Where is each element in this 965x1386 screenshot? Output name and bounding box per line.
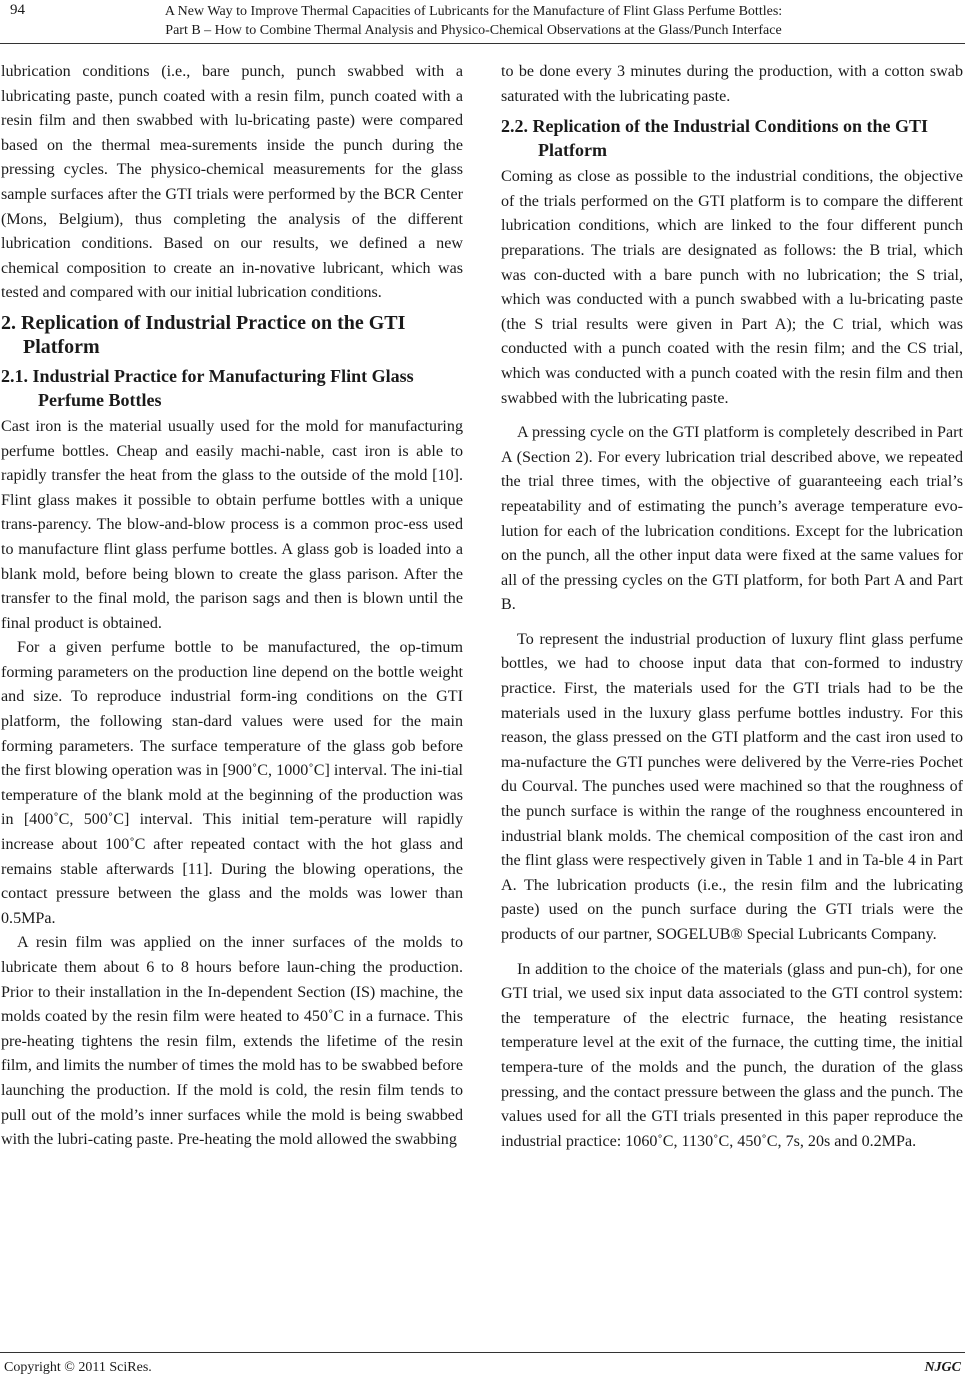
paragraph: For a given perfume bottle to be manufactured, the op-timum forming parameters on the production line depend on the bottle weight and size. To reproduce industrial form-ing conditions on the GTI platform, the following stan-dard values were used for the main forming parameters. The surface temperature of the glass gob before the first blowing operation was in [900˚C, 1000˚C] interval. The ini-tial temperature of the blank mold at the beginning of the production was in [400˚C, 500˚C] interval. This initial tem-perature will rapidly increase about 100˚C after repeated contact with the hot glass and remains stable afterwards [11]. During the blowing operations, the contact pressure between the glass and the molds was lower than 0.5MPa. <box>1 639 463 927</box>
left-column <box>1 60 463 1153</box>
running-title-line-1: A New Way to Improve Thermal Capacities of Lubricants for the Manufacture of Flint Glass Perfume Bottles: <box>164 4 783 19</box>
page-number: 94 <box>10 2 25 18</box>
paragraph: A resin film was applied on the inner surfaces of the molds to lubricate them about 6 to 8 hours before laun-ching the production. Prior to their installation in the In-dependent Section (IS) machine, the molds coated by the resin film were heated to 450˚C in a furnace. This pre-heating tightens the resin film, extends the lifetime of the resin film, and limits the number of times the mold has to be swabbed before launching the production. If the mold is cold, the resin film tends to pull out of the mold’s inner surfaces while the mold is being swabbed with the lubri-cating paste. Pre-heating the mold allowed the swabbing <box>1 934 463 1149</box>
page-header <box>0 2 965 42</box>
section-heading-2: 2. Replication of Industrial Practice on the GTI Platform <box>1 311 406 358</box>
header-rule <box>0 43 965 44</box>
paragraph: Cast iron is the material usually used for the mold for manufacturing perfume bottles. Cheap and easily machi-nable, cast iron is able to rapidly transfer the heat from the glass to the outside of the mold [10]. Flint glass makes it possible to obtain perfume bottles with a unique trans-parency. The blow-and-blow process is a common proc-ess used to manufacture flint glass perfume bottles. A glass gob is loaded into a blank mold, before being blown to create the glass parison. After the transfer to the final mold, the parison sags and then is blown until the final product is obtained. <box>1 417 463 632</box>
right-column <box>501 60 963 1154</box>
section-heading-2-1: 2.1. Industrial Practice for Manufacturing Flint Glass Perfume Bottles <box>1 365 414 410</box>
paragraph: Coming as close as possible to the industrial conditions, the objective of the trials performed on the GTI platform is to compare the different lubrication conditions, which are linked to the four different punch preparations. The trials are designated as follows: the B trial, which was con-ducted with a bare punch with no lubrication; the S trial, which was conducted with a punch swabbed with a lu-bricating paste (the S trial results were given in Part A); the C trial, which was conducted with a punch coated with the resin film; and the CS trial, which was conducted with a punch coated with the resin film and then swabbed with the lubricating paste. <box>501 168 963 407</box>
paragraph: To represent the industrial production of luxury flint glass perfume bottles, we had to choose input data that con-formed to industry practice. First, the materials used for the GTI trials had to be the materials used in the luxury glass perfume bottles industry. For this reason, the glass pressed on the GTI platform and the cast iron used to ma-nufacture the GTI punches were delivered by the Verre-ries Pochet du Courval. The punches used were machined so that the roughness of the punch surface is within the range of the roughness encountered in industrial blank molds. The chemical composition of the cast iron and the flint glass were respectively given in Table 1 and in Ta-ble 4 in Part A. The lubrication products (i.e., the resin film and the lubricating paste) used on the punch surface during the GTI trials were the products of our partner, SOGELUB® Special Lubricants Company. <box>501 630 963 943</box>
paragraph: In addition to the choice of the materials (glass and pun-ch), for one GTI trial, we used six input data associated to the GTI control system: the temperature of the electric furnace, the heating resistance temperature level at the exit of the furnace, the cutting time, the initial tempera-ture of the molds and the punch, the duration of the glass pressing, and the contact pressure between the glass and the punch. The values used for all the GTI trials presented in this paper reproduce the industrial practice: 1060˚C, 1130˚C, 450˚C, 7s, 20s and 0.2MPa. <box>501 960 963 1150</box>
running-title-line-2: Part B – How to Combine Thermal Analysis and Physico-Chemical Observations at the Glass/Punch Interface <box>165 23 782 38</box>
paragraph: to be done every 3 minutes during the production, with a cotton swab saturated with the lubricating paste. <box>501 63 963 105</box>
copyright-notice: Copyright © 2011 SciRes. <box>4 1360 152 1375</box>
footer-rule <box>0 1352 965 1353</box>
section-heading-2-2: 2.2. Replication of the Industrial Conditions on the GTI Platform <box>501 116 929 161</box>
paragraph: lubrication conditions (i.e., bare punch, punch swabbed with a lubricating paste, punch coated with a resin film, punch coated with a resin film and then swabbed with lu-bricating paste) were compared based on the thermal mea-surements inside the punch during the pressing cycles. The physico-chemical measurements for the glass sample surfaces after the GTI trials were performed by the BCR Center (Mons, Belgium), thus completing the analysis of the different lubrication conditions. Based on our results, we defined a new chemical composition to create an in-novative lubricant, which was tested and compared with our initial lubrication conditions. <box>1 63 463 302</box>
paragraph: A pressing cycle on the GTI platform is completely described in Part A (Section 2). For every lubrication trial described above, we repeated the trial three times, with the objective of guaranteeing each trial’s repeatability and of estimating the punch’s average temperature evo-lution for each of the lubrication conditions. Except for the lubrication on the punch, all the other input data were fixed at the same values for all of the pressing cycles on the GTI platform, for both Part A and Part B. <box>501 424 963 614</box>
journal-abbrev: NJGC <box>924 1360 961 1375</box>
